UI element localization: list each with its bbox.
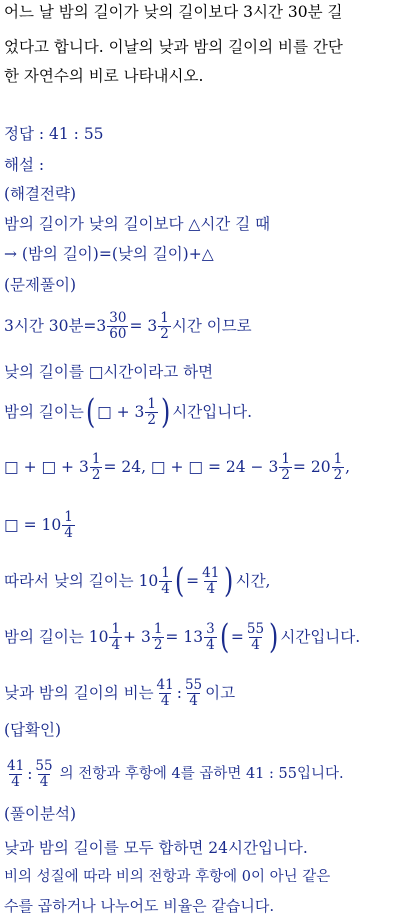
- fraction-1-2: [158, 311, 171, 342]
- fraction-denominator: 4: [189, 692, 198, 709]
- ratio-colon: :: [27, 765, 33, 783]
- open-paren: (: [85, 392, 96, 432]
- eq4-part-1: □ = 10: [4, 516, 62, 534]
- fraction-denominator: 4: [64, 524, 73, 541]
- eq5-suffix: 시간,: [235, 572, 271, 590]
- eq1-prefix: 3시간 30분=3: [4, 317, 107, 335]
- fraction-denominator: 2: [91, 466, 101, 483]
- eq1-mid: = 3: [129, 317, 158, 335]
- fraction-numerator: 3: [206, 620, 215, 637]
- fraction-1-4: [159, 566, 172, 597]
- fraction-1-4: [109, 622, 122, 653]
- fraction-denominator: 4: [206, 580, 216, 597]
- fraction-41-4: [200, 566, 221, 597]
- close-paren: ): [161, 392, 171, 432]
- analysis-line-3: 수를 곱하거나 나누어도 비율은 같습니다.: [4, 897, 275, 915]
- fraction-numerator: 41: [202, 564, 220, 581]
- eq6-mid-1: + 3: [123, 628, 151, 646]
- fraction-denominator: 4: [251, 636, 260, 653]
- equation-check: [4, 752, 344, 796]
- eq7-prefix: 낮과 밤의 길이의 비는: [4, 684, 154, 702]
- equation-ratio: [4, 671, 235, 715]
- strategy-heading: (해결전략): [4, 185, 76, 203]
- fraction-1-2: [332, 452, 345, 483]
- strategy-line-1: 밤의 길이가 낮의 길이보다 △시간 길 때: [4, 215, 271, 233]
- fraction-41-4: [155, 678, 176, 709]
- analysis-heading: (풀이분석): [4, 805, 76, 823]
- eq7-suffix: 이고: [205, 684, 236, 702]
- fraction-numerator: 30: [109, 309, 127, 326]
- fraction-denominator: 4: [206, 636, 215, 653]
- explanation-label: 해설 :: [4, 156, 45, 174]
- fraction-denominator: 4: [11, 773, 20, 790]
- eq3-part-2: = 24, □ + □ = 24 − 3: [103, 458, 279, 476]
- fraction-3-4: [204, 622, 217, 653]
- let-statement: 낮의 길이를 □시간이라고 하면: [4, 363, 214, 381]
- fraction-numerator: 55: [35, 757, 53, 774]
- eq8-suffix: 의 전항과 후항에 4를 곱하면 41 : 55입니다.: [59, 766, 344, 782]
- eq2-prefix: 밤의 길이는: [4, 403, 84, 421]
- fraction-1-2: [145, 397, 158, 428]
- fraction-denominator: 4: [39, 773, 49, 790]
- fraction-denominator: 2: [153, 636, 163, 653]
- eq3-part-3: = 20: [292, 458, 331, 476]
- fraction-55-4: [245, 622, 266, 653]
- eq6-mid-2: = 13: [165, 628, 204, 646]
- close-paren: ): [224, 561, 234, 601]
- eq3-part-1: □ + □ + 3: [4, 458, 89, 476]
- fraction-1-2: [152, 622, 165, 653]
- solution-heading: (문제풀이): [4, 276, 76, 294]
- fraction-denominator: 2: [147, 411, 157, 428]
- answer-label: 정답 : 41 : 55: [4, 125, 104, 143]
- fraction-55-4: [183, 678, 204, 709]
- analysis-line-1: 낮과 밤의 길이를 모두 합하면 24시간입니다.: [4, 839, 308, 857]
- eq1-suffix: 시간 이므로: [171, 317, 252, 335]
- fraction-numerator: 55: [246, 620, 265, 637]
- equation-night-value: [4, 615, 360, 659]
- fraction-denominator: 4: [160, 692, 170, 709]
- eq5-equals: =: [186, 572, 200, 590]
- eq6-suffix: 시간입니다.: [280, 628, 361, 646]
- close-paren: ): [269, 617, 279, 657]
- fraction-denominator: 4: [161, 580, 170, 597]
- fraction-denominator: 2: [281, 466, 290, 483]
- check-heading: (답확인): [4, 721, 62, 739]
- fraction-55-4: [33, 759, 54, 790]
- question-line-3: 한 자연수의 비로 나타내시오.: [4, 67, 204, 85]
- fraction-41-4: [5, 759, 26, 790]
- fraction-numerator: 1: [153, 620, 163, 637]
- open-paren: (: [219, 617, 229, 657]
- fraction-denominator: 60: [109, 325, 127, 342]
- fraction-numerator: 1: [147, 395, 157, 412]
- equation-time-conversion: [4, 306, 252, 346]
- analysis-line-2: 비의 성질에 따라 비의 전항과 후항에 0이 아닌 같은: [4, 869, 331, 885]
- fraction-numerator: 1: [91, 450, 101, 467]
- equation-day-length: [4, 559, 270, 603]
- fraction-numerator: 1: [333, 450, 343, 467]
- open-paren: (: [174, 561, 185, 601]
- fraction-30-60: [107, 311, 128, 342]
- eq2-suffix: 시간입니다.: [172, 403, 253, 421]
- fraction-denominator: 2: [160, 325, 169, 342]
- fraction-numerator: 1: [64, 508, 73, 525]
- fraction-numerator: 55: [184, 676, 203, 693]
- fraction-denominator: 4: [111, 636, 121, 653]
- question-line-2: 었다고 합니다. 이날의 낮과 밤의 길이의 비를 간단: [4, 38, 343, 56]
- eq2-inner: □ + 3: [97, 403, 145, 421]
- fraction-1-2: [90, 452, 103, 483]
- ratio-colon: :: [176, 684, 182, 702]
- fraction-1-4: [62, 510, 75, 541]
- fraction-numerator: 1: [281, 450, 290, 467]
- fraction-numerator: 41: [7, 757, 25, 774]
- fraction-numerator: 1: [161, 564, 170, 581]
- eq3-part-4: ,: [345, 458, 351, 476]
- equation-sum: [4, 445, 350, 489]
- eq5-prefix: 따라서 낮의 길이는 10: [4, 572, 159, 590]
- equation-night-length: [4, 390, 252, 434]
- fraction-numerator: 1: [111, 620, 121, 637]
- equation-box-value: [4, 503, 76, 547]
- strategy-line-2: → (밤의 길이)=(낮의 길이)+△: [4, 245, 214, 263]
- fraction-1-2: [279, 452, 292, 483]
- fraction-numerator: 1: [160, 309, 169, 326]
- eq6-equals: =: [230, 628, 244, 646]
- question-line-1: 어느 날 밤의 길이가 낮의 길이보다 3시간 30분 길: [4, 3, 343, 21]
- fraction-denominator: 2: [333, 466, 343, 483]
- eq6-prefix: 밤의 길이는 10: [4, 628, 109, 646]
- fraction-numerator: 41: [156, 676, 174, 693]
